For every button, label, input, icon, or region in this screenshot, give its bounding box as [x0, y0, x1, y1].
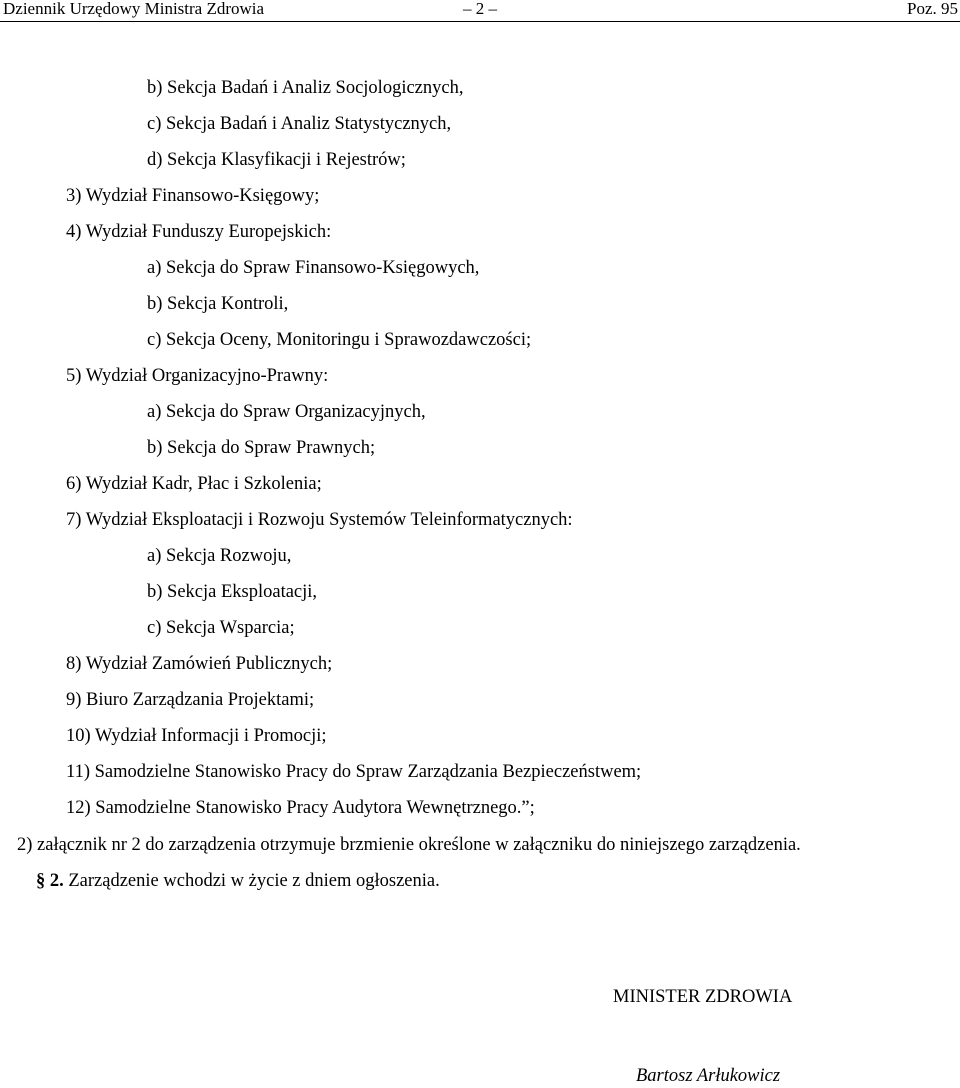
- paragraph-number: § 2.: [36, 871, 64, 891]
- list-item: c) Sekcja Wsparcia;: [147, 618, 295, 638]
- paragraph-text: Zarządzenie wchodzi w życie z dniem ogłoszenia.: [68, 871, 440, 891]
- list-item: 9) Biuro Zarządzania Projektami;: [66, 690, 315, 710]
- list-item: b) Sekcja Kontroli,: [147, 294, 289, 314]
- journal-title: Dziennik Urzędowy Ministra Zdrowia: [3, 0, 265, 18]
- list-item: b) Sekcja Badań i Analiz Socjologicznych,: [147, 78, 464, 98]
- page-header: [0, 0, 960, 22]
- list-item: 5) Wydział Organizacyjno-Prawny:: [66, 366, 329, 386]
- list-item: a) Sekcja do Spraw Finansowo-Księgowych,: [147, 258, 480, 278]
- list-item: 8) Wydział Zamówień Publicznych;: [66, 654, 333, 674]
- list-item: c) Sekcja Badań i Analiz Statystycznych,: [147, 114, 452, 134]
- list-item: 3) Wydział Finansowo-Księgowy;: [66, 186, 320, 206]
- list-item: 12) Samodzielne Stanowisko Pracy Audytora Wewnętrznego.”;: [66, 798, 535, 818]
- list-item: d) Sekcja Klasyfikacji i Rejestrów;: [147, 150, 406, 170]
- list-item: 6) Wydział Kadr, Płac i Szkolenia;: [66, 474, 322, 494]
- list-item: a) Sekcja Rozwoju,: [147, 546, 292, 566]
- list-item: b) Sekcja Eksploatacji,: [147, 582, 318, 602]
- list-item: 10) Wydział Informacji i Promocji;: [66, 726, 327, 746]
- header-rule: [0, 21, 960, 22]
- list-item: 7) Wydział Eksploatacji i Rozwoju Systemów Teleinformatycznych:: [66, 510, 573, 530]
- paragraph-2: [36, 869, 440, 893]
- position-number: Poz. 95: [907, 0, 958, 18]
- list-item: a) Sekcja do Spraw Organizacyjnych,: [147, 402, 426, 422]
- signature-title: MINISTER ZDROWIA: [613, 987, 793, 1007]
- signature-name: Bartosz Arłukowicz: [636, 1066, 781, 1086]
- list-item: 4) Wydział Funduszy Europejskich:: [66, 222, 332, 242]
- list-item: 11) Samodzielne Stanowisko Pracy do Spraw Zarządzania Bezpieczeństwem;: [66, 762, 642, 782]
- list-item: b) Sekcja do Spraw Prawnych;: [147, 438, 376, 458]
- page-number: – 2 –: [463, 0, 497, 18]
- list-item: c) Sekcja Oceny, Monitoringu i Sprawozdawczości;: [147, 330, 532, 350]
- list-item: 2) załącznik nr 2 do zarządzenia otrzymuje brzmienie określone w załączniku do niniejszego zarządzenia.: [17, 835, 801, 855]
